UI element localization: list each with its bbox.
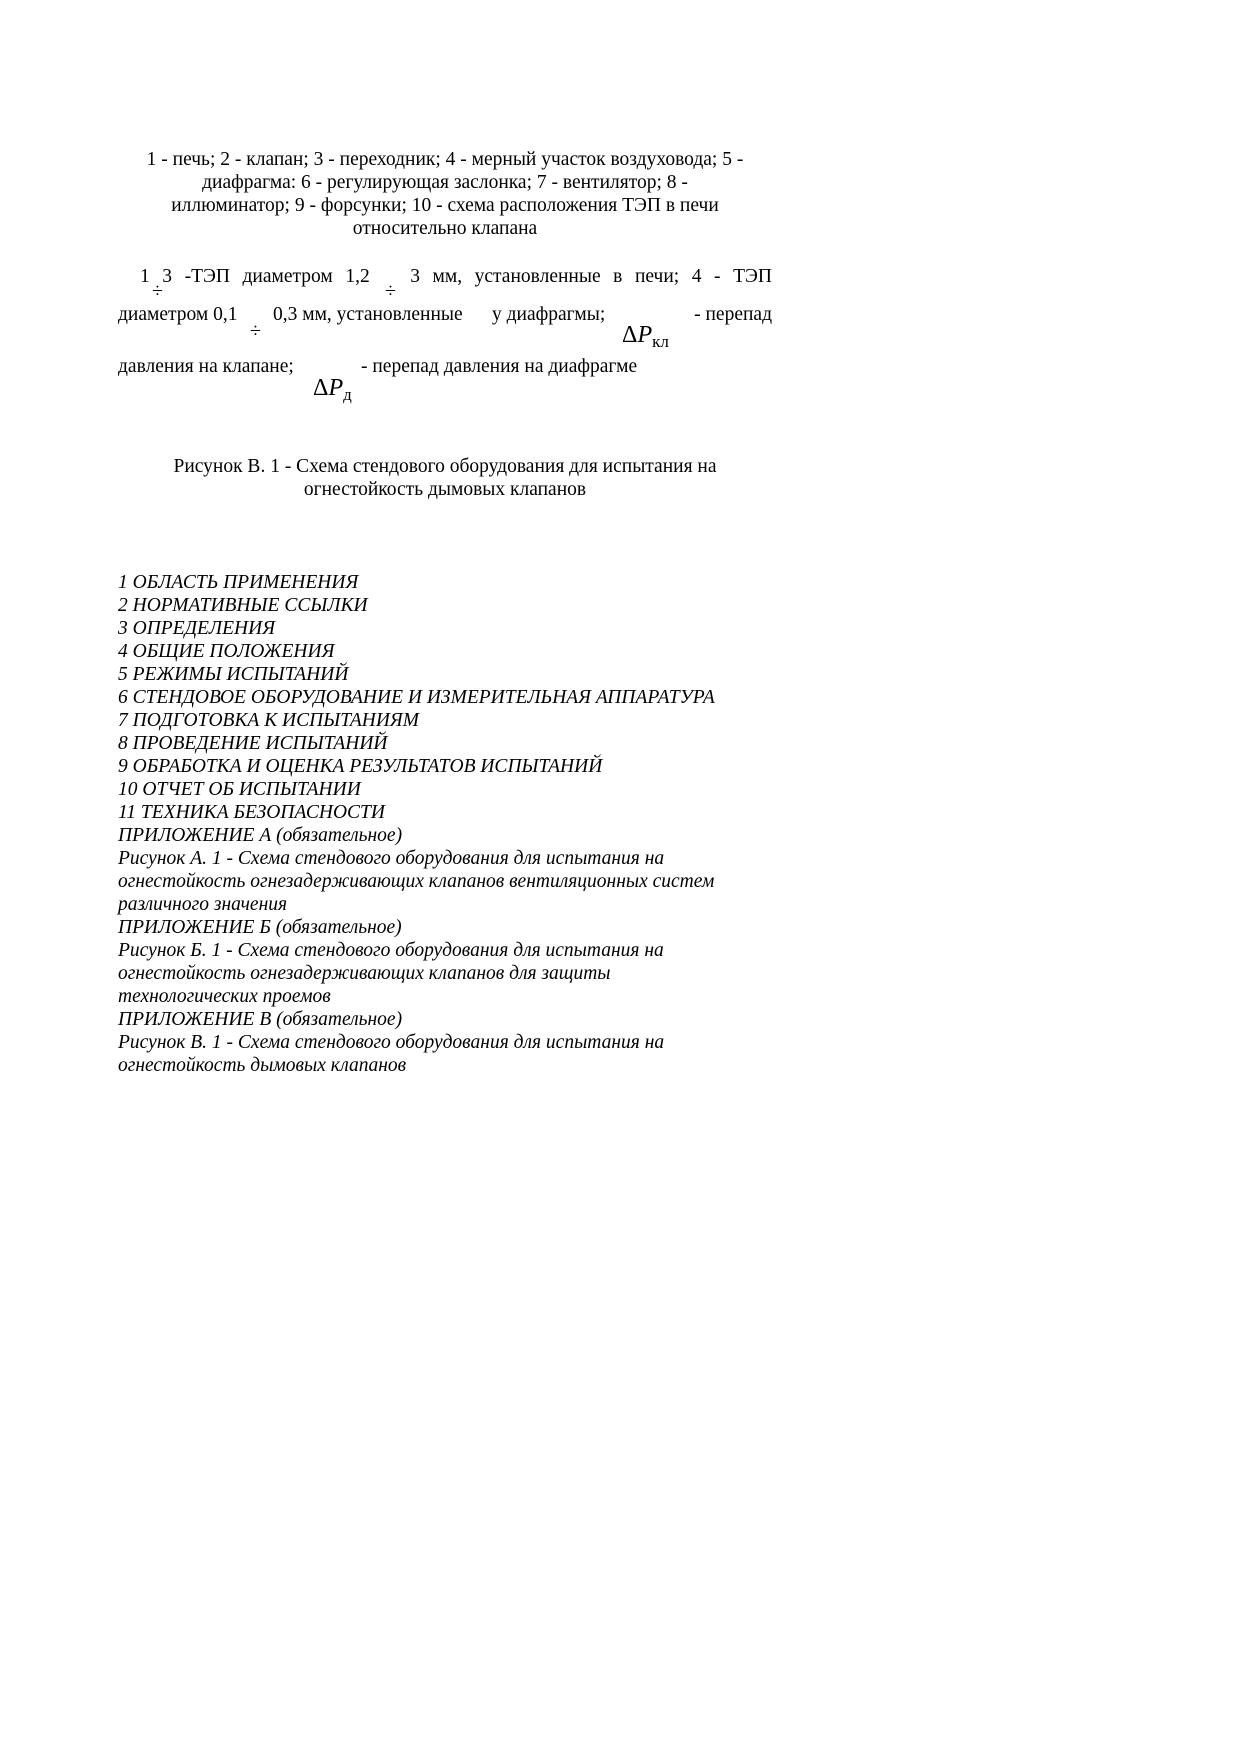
formula-pressure-drop-valve (622, 323, 669, 354)
text-fragment: 1,2 (345, 266, 370, 287)
pressure-symbol: P (637, 322, 653, 348)
toc-item[interactable]: 5 РЕЖИМЫ ИСПЫТАНИЙ (118, 664, 349, 685)
toc-item[interactable]: 10 ОТЧЕТ ОБ ИСПЫТАНИИ (118, 779, 361, 800)
figure-legend (118, 148, 772, 240)
text-fragment: диаметром 0,1 (118, 304, 238, 325)
text-fragment: диаметром (242, 266, 333, 287)
text-fragment: 1 (140, 266, 150, 287)
toc-item[interactable]: 6 СТЕНДОВОЕ ОБОРУДОВАНИЕ И ИЗМЕРИТЕЛЬНАЯ АППАРАТУРА (118, 687, 715, 708)
toc-item[interactable]: 4 ОБЩИЕ ПОЛОЖЕНИЯ (118, 641, 335, 662)
text-fragment: установленные (474, 266, 601, 287)
pressure-symbol: P (328, 375, 344, 401)
range-divide-symbol: ÷ (250, 320, 261, 342)
text-fragment: печи; (634, 266, 680, 287)
delta-symbol: Δ (313, 375, 329, 401)
formula-subscript: кл (652, 332, 669, 351)
delta-symbol: Δ (622, 322, 638, 348)
text-fragment: - перепад давления на диафрагме (361, 356, 638, 377)
toc-item[interactable]: 2 НОРМАТИВНЫЕ ССЫЛКИ (118, 595, 368, 616)
toc-item[interactable]: различного значения (118, 894, 288, 915)
thermocouple-description-line-1 (118, 265, 772, 288)
text-fragment: давления на клапане; (118, 356, 294, 377)
toc-item[interactable]: технологических проемов (118, 986, 331, 1007)
text-fragment: - перепад (694, 304, 772, 325)
table-of-contents (118, 571, 798, 1077)
formula-subscript: д (343, 385, 352, 404)
legend-line: 1 - печь; 2 - клапан; 3 - переходник; 4 - мерный участок воздуховода; 5 - (146, 149, 744, 170)
figure-caption (118, 455, 772, 501)
toc-item[interactable]: 8 ПРОВЕДЕНИЕ ИСПЫТАНИЙ (118, 733, 388, 754)
text-fragment: ТЭП (733, 266, 772, 287)
formula-pressure-drop-diaphragm (313, 376, 352, 407)
toc-item[interactable]: огнестойкость дымовых клапанов (118, 1055, 407, 1076)
legend-line: иллюминатор; 9 - форсунки; 10 - схема расположения ТЭП в печи (171, 195, 719, 216)
text-fragment: 3 (410, 266, 420, 287)
text-fragment: 3 (162, 266, 173, 287)
toc-item[interactable]: 11 ТЕХНИКА БЕЗОПАСНОСТИ (118, 802, 385, 823)
toc-item[interactable]: огнестойкость огнезадерживающих клапанов для защиты (118, 963, 611, 984)
toc-item[interactable]: 1 ОБЛАСТЬ ПРИМЕНЕНИЯ (118, 572, 359, 593)
range-divide-symbol: ÷ (385, 280, 396, 302)
toc-item[interactable]: 7 ПОДГОТОВКА К ИСПЫТАНИЯМ (118, 710, 419, 731)
text-fragment: 0,3 мм, установленные (273, 304, 463, 325)
toc-item[interactable]: 3 ОПРЕДЕЛЕНИЯ (118, 618, 276, 639)
text-fragment: - (714, 266, 721, 287)
toc-item[interactable]: Рисунок В. 1 - Схема стендового оборудования для испытания на (118, 1032, 665, 1053)
range-divide-symbol: ÷ (152, 280, 163, 302)
figure-caption-line: огнестойкость дымовых клапанов (303, 479, 587, 500)
text-fragment: -ТЭП (184, 266, 230, 287)
toc-item[interactable]: ПРИЛОЖЕНИЕ Б (обязательное) (118, 917, 402, 938)
toc-item[interactable]: ПРИЛОЖЕНИЕ А (обязательное) (118, 825, 403, 846)
legend-line: относительно клапана (352, 218, 538, 239)
text-fragment: мм, (432, 266, 463, 287)
text-fragment: у диафрагмы; (492, 304, 606, 325)
toc-item[interactable]: огнестойкость огнезадерживающих клапанов вентиляционных систем (118, 871, 715, 892)
toc-item[interactable]: ПРИЛОЖЕНИЕ В (обязательное) (118, 1009, 403, 1030)
toc-item[interactable]: Рисунок А. 1 - Схема стендового оборудования для испытания на (118, 848, 665, 869)
toc-item[interactable]: Рисунок Б. 1 - Схема стендового оборудования для испытания на (118, 940, 664, 961)
legend-line: диафрагма: 6 - регулирующая заслонка; 7 - вентилятор; 8 - (202, 172, 688, 193)
text-fragment: в (613, 266, 623, 287)
toc-item[interactable]: 9 ОБРАБОТКА И ОЦЕНКА РЕЗУЛЬТАТОВ ИСПЫТАНИЙ (118, 756, 603, 777)
figure-caption-line: Рисунок В. 1 - Схема стендового оборудования для испытания на (173, 456, 717, 477)
text-fragment: 4 (691, 266, 702, 287)
